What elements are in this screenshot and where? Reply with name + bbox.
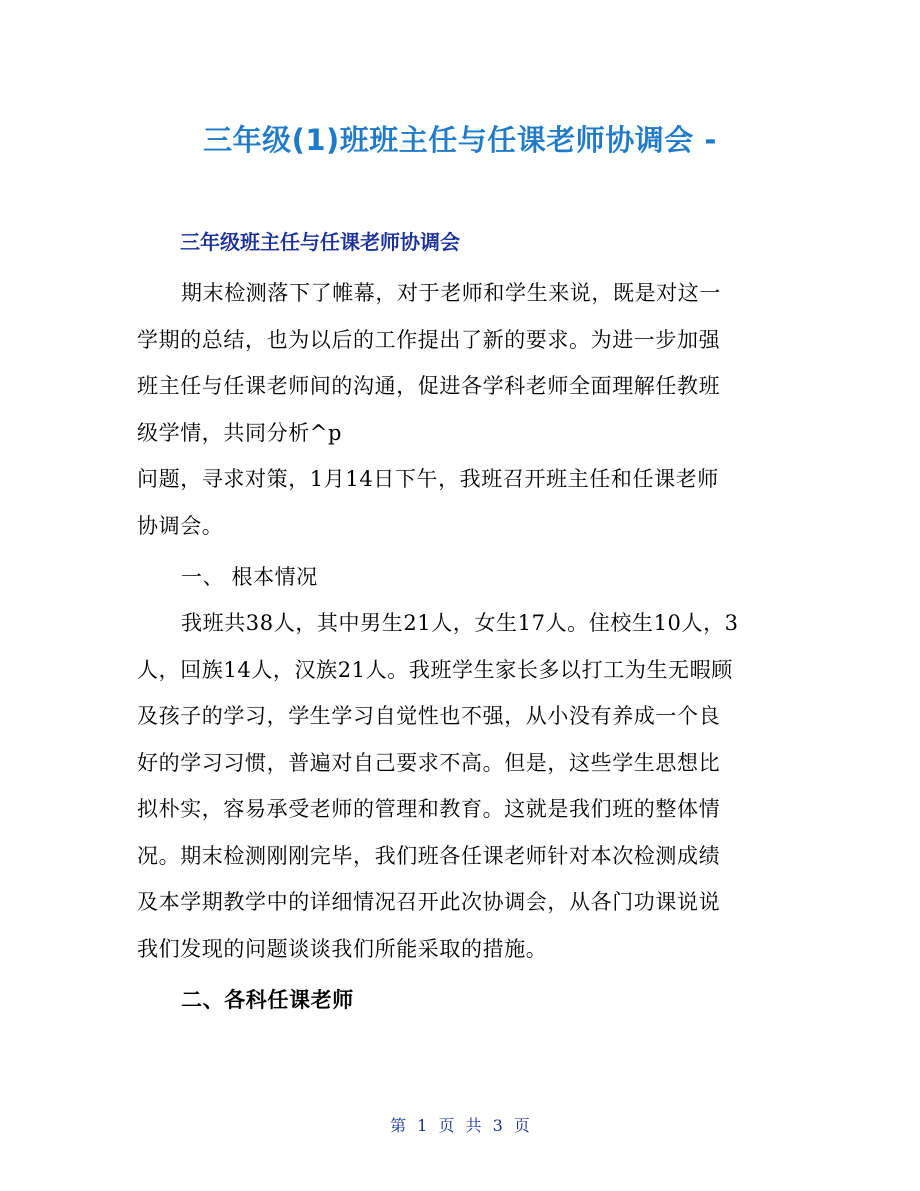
section1-line: 况。期末检测刚刚完毕，我们班各任课老师针对本次检测成绩 bbox=[137, 843, 721, 868]
intro-line: 问题，寻求对策，1月14日下午，我班召开班主任和任课老师 bbox=[137, 467, 719, 491]
section1-line: 我们发现的问题谈谈我们所能采取的措施。 bbox=[137, 936, 548, 961]
intro-line: 协调会。 bbox=[137, 513, 224, 538]
intro-paragraph bbox=[137, 270, 787, 549]
intro-line: 级学情，共同分析^p bbox=[137, 420, 343, 445]
document-subtitle: 三年级班主任与任课老师协调会 bbox=[180, 230, 460, 254]
section1-line: 拟朴实，容易承受老师的管理和教育。这就是我们班的整体情 bbox=[137, 797, 721, 821]
section1-paragraph bbox=[137, 600, 787, 972]
section-heading-teachers: 二、各科任课老师 bbox=[181, 988, 354, 1012]
intro-line: 班主任与任课老师间的沟通，促进各学科老师全面理解任教班 bbox=[137, 374, 721, 398]
page-number-footer: 第 1 页 共 3 页 bbox=[390, 1116, 530, 1135]
section1-line: 我班共38人，其中男生21人，女生17人。住校生10人，3 bbox=[181, 611, 739, 635]
section1-line: 及孩子的学习，学生学习自觉性也不强，从小没有养成一个良 bbox=[137, 704, 721, 728]
intro-line: 学期的总结，也为以后的工作提出了新的要求。为进一步加强 bbox=[137, 327, 721, 352]
section1-line: 好的学习习惯，普遍对自己要求不高。但是，这些学生思想比 bbox=[137, 750, 721, 775]
section1-line: 人，回族14人，汉族21人。我班学生家长多以打工为生无暇顾 bbox=[137, 657, 733, 682]
section-heading-basic-situation: 一、 根本情况 bbox=[181, 565, 318, 589]
intro-line: 期末检测落下了帷幕，对于老师和学生来说，既是对这一 bbox=[181, 281, 721, 305]
section1-line: 及本学期教学中的详细情况召开此次协调会，从各门功课说说 bbox=[137, 890, 721, 914]
document-title: 三年级(1)班班主任与任课老师协调会 - bbox=[203, 123, 717, 157]
